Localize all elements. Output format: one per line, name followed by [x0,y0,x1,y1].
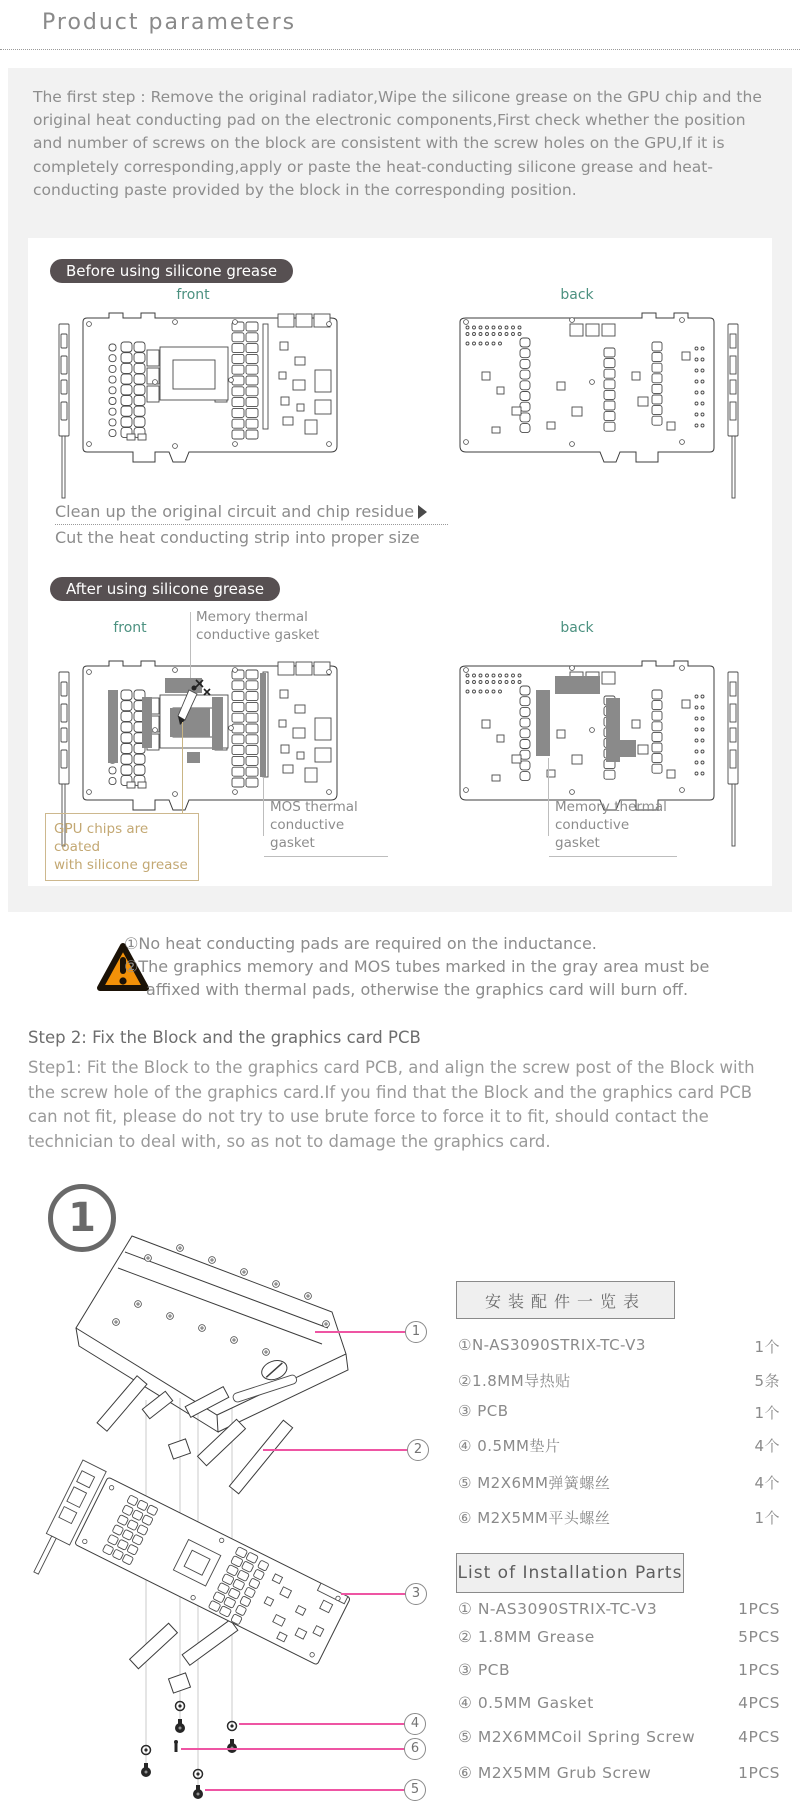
pcb-diagrams [28,238,772,886]
note-clean-up: Clean up the original circuit and chip residue [55,502,427,521]
callout-line-4 [239,1723,405,1725]
gpu-grease-label: GPU chips are coated with silicone grease [45,813,199,881]
table-row: ① N-AS3090STRIX-TC-V3 1PCS [458,1600,780,1618]
table-row: ⑤ M2X6MMCoil Spring Screw 4PCS [458,1728,780,1746]
mos-gasket-label: MOS thermal conductive gasket [264,796,388,857]
table-row: ②1.8MM导热贴 5条 [458,1372,780,1390]
arrow-right-icon [418,505,427,519]
after-front-label: front [113,620,147,636]
before-back-label: back [560,287,594,303]
header-divider [0,49,800,50]
note-cut-strip: Cut the heat conducting strip into proper size [55,528,420,547]
exploded-assembly-diagram [30,1182,430,1812]
callout-circle-5: 5 [404,1779,426,1801]
callout-line-2 [263,1449,408,1451]
callout-line-6 [181,1748,405,1750]
parts-table-en-title: List of Installation Parts [456,1553,684,1593]
table-row: ② 1.8MM Grease 5PCS [458,1628,780,1646]
table-row: ④ 0.5MM Gasket 4PCS [458,1694,780,1712]
memory-gasket-label: Memory thermal conductive gasket [196,609,320,643]
after-back-label: back [560,620,594,636]
callout-line-5 [205,1789,405,1791]
table-row: ④ 0.5MM垫片 4个 [458,1437,780,1455]
memory-gasket-line [190,612,191,678]
callout-circle-2: 2 [407,1439,429,1461]
parts-table-cn-title: 安装配件一览表 [456,1281,675,1319]
callout-line-1 [315,1331,406,1333]
after-badge: After using silicone grease [50,577,280,601]
step2-heading: Step 2: Fix the Block and the graphics card PCB [28,1028,421,1047]
table-row: ③ PCB 1个 [458,1402,780,1422]
table-row: ⑤ M2X6MM弹簧螺丝 4个 [458,1474,780,1492]
callout-line-3 [341,1593,406,1595]
callout-circle-1: 1 [405,1321,427,1343]
table-row: ⑥ M2X5MM Grub Screw 1PCS [458,1764,780,1782]
callout-circle-3: 3 [405,1583,427,1605]
table-row: ⑥ M2X5MM平头螺丝 1个 [458,1509,780,1527]
callout-circle-4: 4 [404,1713,426,1735]
step-number-badge: 1 [48,1184,116,1252]
before-badge: Before using silicone grease [50,259,293,283]
note-divider [55,524,448,525]
table-row: ③ PCB 1PCS [458,1661,780,1679]
callout-circle-6: 6 [404,1738,426,1760]
page-title: Product parameters [42,10,297,35]
step1-paragraph: Step1: Fit the Block to the graphics card PCB, and align the screw post of the Block with the screw hole of the graphics card.If you find that the Block and the graphics card PCB can not fit, please do not try to use brute force to force it to fit, should contact the technician to deal with, so as not to damage the graphics card. [28,1058,755,1151]
before-front-label: front [176,287,210,303]
memory-back-label: Memory thermal conductive gasket [549,796,677,857]
gpu-grease-line [182,722,183,813]
warning-text: ①No heat conducting pads are required on the inductance. ②The graphics memory and MOS tubes marked in the gray area must be affixed with thermal pads, otherwise the graphics card will burn off. [124,934,710,999]
table-row: ①N-AS3090STRIX-TC-V3 1个 [458,1336,780,1356]
intro-paragraph: The first step : Remove the original radiator,Wipe the silicone grease on the GPU chip and the original heat conducting pad on the electronic components,First check whether the position and number of screws on the block are consistent with the screw holes on the GPU,If it is completely corresponding,apply or paste the heat-conducting silicone grease and heat-conducting paste provided by the block in the corresponding position. [33,88,762,199]
